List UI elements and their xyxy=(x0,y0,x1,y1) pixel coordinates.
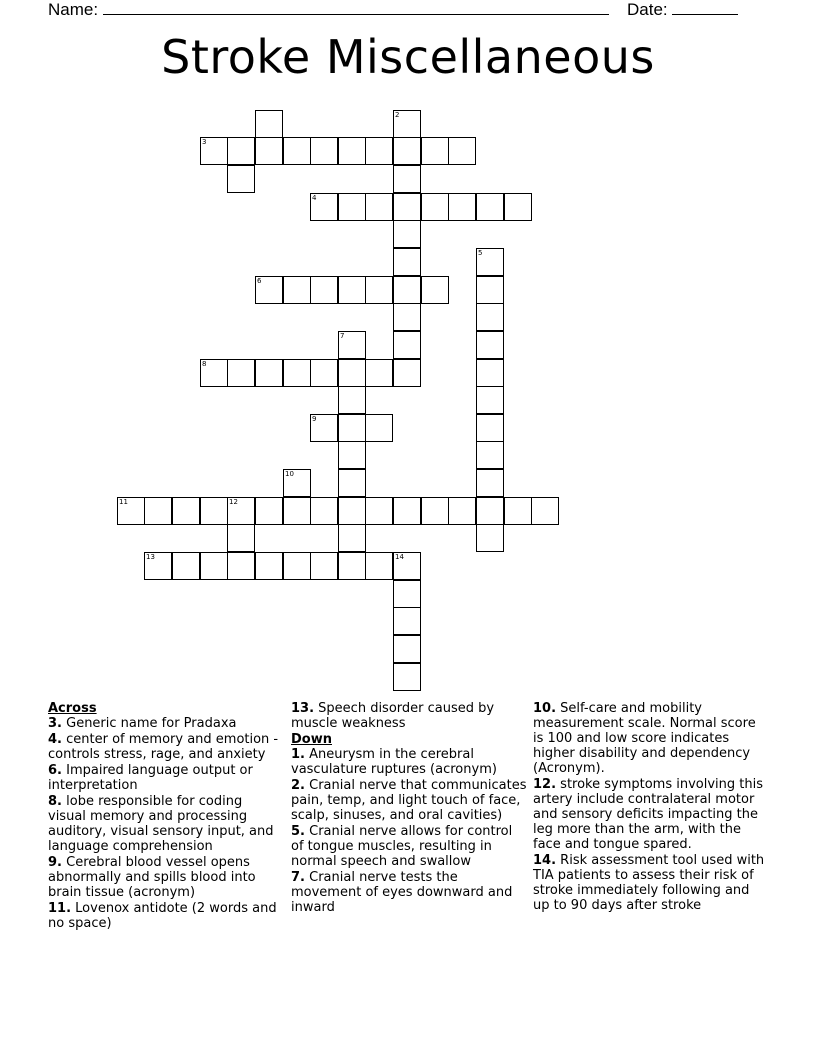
grid-cell[interactable] xyxy=(227,497,255,525)
grid-cell[interactable] xyxy=(200,137,228,165)
grid-cell[interactable] xyxy=(338,193,366,221)
grid-cell[interactable] xyxy=(393,165,421,193)
grid-cell[interactable] xyxy=(310,414,338,442)
grid-cell[interactable] xyxy=(421,497,449,525)
grid-cell[interactable] xyxy=(476,414,504,442)
grid-cell[interactable] xyxy=(393,359,421,387)
grid-cell[interactable] xyxy=(393,607,421,635)
grid-cell[interactable] xyxy=(310,497,338,525)
grid-cell[interactable] xyxy=(421,276,449,304)
clue-number: 14 xyxy=(395,553,404,561)
grid-cell[interactable] xyxy=(283,469,311,497)
down-clue-12: 12. stroke symptoms involving this artery include contralateral motor and sensory deficits impacting the leg more than the arm, with the face and tongue spared. xyxy=(533,777,764,852)
grid-cell[interactable] xyxy=(365,497,393,525)
grid-cell[interactable] xyxy=(283,137,311,165)
clue-number: 2 xyxy=(395,111,400,119)
grid-cell[interactable] xyxy=(504,193,532,221)
grid-cell[interactable] xyxy=(393,331,421,359)
grid-cell[interactable] xyxy=(283,497,311,525)
clue-number: 4 xyxy=(312,194,317,202)
grid-cell[interactable] xyxy=(365,552,393,580)
grid-cell[interactable] xyxy=(365,137,393,165)
clue-number: 5 xyxy=(478,249,483,257)
down-clue-7: 7. Cranial nerve tests the movement of eyes downward and inward xyxy=(291,870,513,915)
across-clue-8: 8. lobe responsible for coding visual memory and processing auditory, visual sensory input, and language comprehension xyxy=(48,794,274,854)
grid-cell[interactable] xyxy=(338,386,366,414)
grid-cell[interactable] xyxy=(393,248,421,276)
grid-cell[interactable] xyxy=(310,276,338,304)
clue-number: 6 xyxy=(257,277,262,285)
grid-cell[interactable] xyxy=(393,193,421,221)
grid-cell[interactable] xyxy=(255,137,283,165)
down-clue-10: 10. Self-care and mobility measurement scale. Normal score is 100 and low score indicates higher disability and dependency (Acronym). xyxy=(533,701,756,776)
down-heading: Down xyxy=(291,732,332,747)
grid-cell[interactable] xyxy=(172,497,200,525)
page-title: Stroke Miscellaneous xyxy=(161,30,655,84)
grid-cell[interactable] xyxy=(421,137,449,165)
grid-cell[interactable] xyxy=(283,359,311,387)
grid-cell[interactable] xyxy=(448,193,476,221)
grid-cell[interactable] xyxy=(476,386,504,414)
grid-cell[interactable] xyxy=(144,552,172,580)
down-clue-5: 5. Cranial nerve allows for control of tongue muscles, resulting in normal speech and swallow xyxy=(291,824,513,869)
grid-cell[interactable] xyxy=(255,552,283,580)
grid-cell[interactable] xyxy=(338,524,366,552)
grid-cell[interactable] xyxy=(476,469,504,497)
down-clue-14: 14. Risk assessment tool used with TIA patients to assess their risk of stroke immediately following and up to 90 days after stroke xyxy=(533,853,765,913)
grid-cell[interactable] xyxy=(476,524,504,552)
grid-cell[interactable] xyxy=(338,552,366,580)
clue-column-1 xyxy=(48,701,284,932)
grid-cell[interactable] xyxy=(531,497,559,525)
across-clue-13: 13. Speech disorder caused by muscle weakness xyxy=(291,701,495,731)
grid-cell[interactable] xyxy=(117,497,145,525)
clue-number: 12 xyxy=(229,498,238,506)
grid-cell[interactable] xyxy=(172,552,200,580)
date-label: Date: xyxy=(627,0,668,19)
grid-cell[interactable] xyxy=(448,497,476,525)
grid-cell[interactable] xyxy=(144,497,172,525)
across-clue-9: 9. Cerebral blood vessel opens abnormally and spills blood into brain tissue (acronym) xyxy=(48,855,256,900)
grid-cell[interactable] xyxy=(227,552,255,580)
grid-cell[interactable] xyxy=(310,552,338,580)
grid-cell[interactable] xyxy=(338,469,366,497)
grid-cell[interactable] xyxy=(338,359,366,387)
grid-cell[interactable] xyxy=(476,248,504,276)
clue-number: 13 xyxy=(146,553,155,561)
grid-cell[interactable] xyxy=(338,276,366,304)
grid-cell[interactable] xyxy=(476,331,504,359)
across-clue-6: 6. Impaired language output or interpretation xyxy=(48,763,253,793)
clue-number: 3 xyxy=(202,138,207,146)
down-clue-1: 1. Aneurysm in the cerebral vasculature ruptures (acronym) xyxy=(291,747,497,777)
name-label: Name: xyxy=(48,0,99,19)
grid-cell[interactable] xyxy=(310,359,338,387)
grid-cell[interactable] xyxy=(476,303,504,331)
clue-number: 9 xyxy=(312,415,317,423)
grid-cell[interactable] xyxy=(393,580,421,608)
grid-cell[interactable] xyxy=(421,193,449,221)
grid-cell[interactable] xyxy=(255,359,283,387)
grid-cell[interactable] xyxy=(476,441,504,469)
grid-cell[interactable] xyxy=(393,220,421,248)
grid-cell[interactable] xyxy=(200,552,228,580)
grid-cell[interactable] xyxy=(393,276,421,304)
grid-cell[interactable] xyxy=(338,497,366,525)
grid-cell[interactable] xyxy=(255,276,283,304)
grid-cell[interactable] xyxy=(365,359,393,387)
grid-cell[interactable] xyxy=(255,497,283,525)
grid-cell[interactable] xyxy=(476,276,504,304)
clue-column-3 xyxy=(533,701,769,914)
clue-column-2 xyxy=(291,701,527,916)
grid-cell[interactable] xyxy=(476,193,504,221)
grid-cell[interactable] xyxy=(283,276,311,304)
grid-cell[interactable] xyxy=(227,165,255,193)
grid-cell[interactable] xyxy=(227,137,255,165)
across-heading: Across xyxy=(48,701,97,716)
grid-cell[interactable] xyxy=(338,414,366,442)
clue-number: 7 xyxy=(340,332,345,340)
grid-cell[interactable] xyxy=(200,359,228,387)
down-clue-2: 2. Cranial nerve that communicates pain, temp, and light touch of face, scalp, sinuses, and oral cavities) xyxy=(291,778,527,823)
grid-cell[interactable] xyxy=(476,497,504,525)
grid-cell[interactable] xyxy=(365,276,393,304)
grid-cell[interactable] xyxy=(393,635,421,663)
grid-cell[interactable] xyxy=(393,137,421,165)
grid-cell[interactable] xyxy=(310,137,338,165)
grid-cell[interactable] xyxy=(393,663,421,691)
grid-cell[interactable] xyxy=(338,137,366,165)
grid-cell[interactable] xyxy=(200,497,228,525)
across-clue-4: 4. center of memory and emotion - controls stress, rage, and anxiety xyxy=(48,732,279,762)
grid-cell[interactable] xyxy=(227,524,255,552)
clue-number: 8 xyxy=(202,360,207,368)
grid-cell[interactable] xyxy=(504,497,532,525)
clue-number: 11 xyxy=(119,498,128,506)
across-clue-3: 3. Generic name for Pradaxa xyxy=(48,716,237,731)
grid-cell[interactable] xyxy=(365,414,393,442)
grid-cell[interactable] xyxy=(393,552,421,580)
grid-cell[interactable] xyxy=(255,110,283,138)
grid-cell[interactable] xyxy=(393,110,421,138)
grid-cell[interactable] xyxy=(365,193,393,221)
grid-cell[interactable] xyxy=(227,359,255,387)
grid-cell[interactable] xyxy=(393,497,421,525)
grid-cell[interactable] xyxy=(338,331,366,359)
grid-cell[interactable] xyxy=(283,552,311,580)
grid-cell[interactable] xyxy=(310,193,338,221)
grid-cell[interactable] xyxy=(448,137,476,165)
across-clue-11: 11. Lovenox antidote (2 words and no space) xyxy=(48,901,277,931)
clue-number: 10 xyxy=(285,470,294,478)
grid-cell[interactable] xyxy=(476,359,504,387)
grid-cell[interactable] xyxy=(393,303,421,331)
grid-cell[interactable] xyxy=(338,441,366,469)
